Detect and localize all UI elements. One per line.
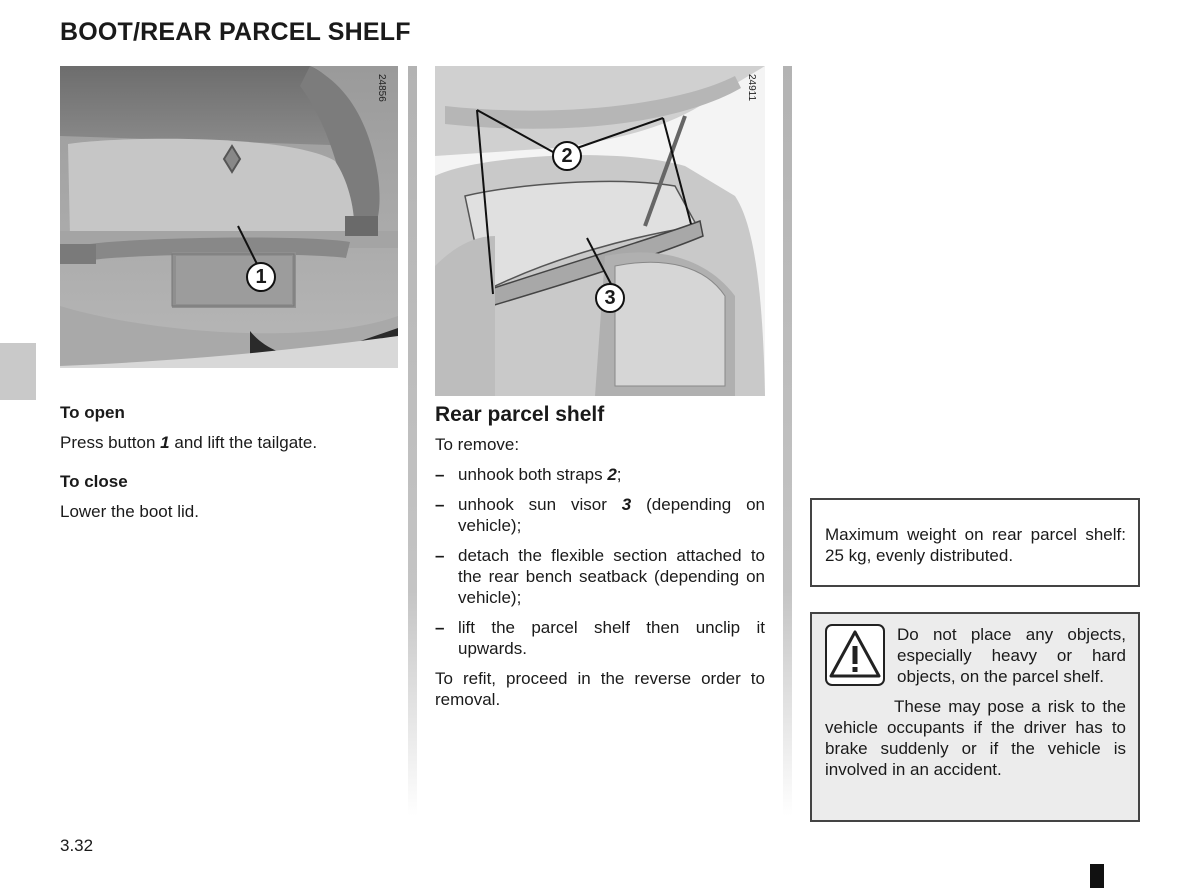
list-item: – detach the flexible section attached to the rear bench seatback (depending on vehicle); — [435, 545, 765, 608]
warning-text-2: These may pose a risk to the vehicle occupants if the driver has to brake suddenly or if the vehicle is involved in an accident. — [825, 697, 1126, 779]
page-title: BOOT/REAR PARCEL SHELF — [60, 18, 411, 46]
ref-number-2: 2 — [607, 465, 617, 484]
removal-steps — [435, 464, 765, 659]
middle-column-text — [435, 402, 765, 719]
warning-triangle-icon — [825, 624, 885, 686]
column-separator-left — [408, 66, 417, 816]
max-weight-text: Maximum weight on rear parcel shelf: 25 kg, evenly distributed. — [825, 525, 1126, 565]
figure-tailgate-button — [60, 66, 398, 368]
refit-text: To refit, proceed in the reverse order to removal. — [435, 669, 765, 709]
text-run: ; — [616, 465, 622, 484]
list-item — [435, 494, 765, 536]
callout-2: 2 — [552, 141, 582, 171]
warning-box — [810, 612, 1140, 822]
text-run: and lift the tailgate. — [169, 433, 318, 452]
figure-parcel-shelf — [435, 66, 765, 396]
rear-parcel-shelf-heading: Rear parcel shelf — [435, 403, 605, 426]
car-rear-illustration — [60, 66, 398, 368]
ref-number-1: 1 — [160, 433, 170, 452]
text-run: Press button — [60, 433, 161, 452]
to-close-heading: To close — [60, 472, 128, 491]
list-item — [435, 464, 765, 485]
warning-text-1: Do not place any objects, especially heavy or hard objects, on the parcel shelf. — [897, 625, 1126, 686]
open-boot-illustration — [435, 66, 765, 396]
figure-ref-number: 24856 — [376, 74, 387, 102]
text-run: (depending on vehicle); — [458, 495, 766, 535]
to-open-text — [60, 432, 390, 453]
chapter-tab — [0, 343, 36, 400]
to-close-text: Lower the boot lid. — [60, 502, 199, 521]
ref-number-3: 3 — [621, 495, 632, 514]
list-item: – lift the parcel shelf then unclip it upwards. — [435, 617, 765, 659]
page-edge-marker — [1090, 864, 1104, 888]
to-remove-intro: To remove: — [435, 435, 520, 454]
left-column-text — [60, 402, 390, 531]
page-number: 3.32 — [60, 836, 94, 855]
column-separator-right — [783, 66, 792, 816]
to-open-heading: To open — [60, 403, 125, 422]
callout-1: 1 — [246, 262, 276, 292]
figure-ref-number: 24911 — [746, 74, 757, 102]
text-run: unhook both straps — [458, 465, 608, 484]
text-run: unhook sun visor — [458, 495, 622, 514]
callout-3: 3 — [595, 283, 625, 313]
max-weight-box — [810, 498, 1140, 587]
